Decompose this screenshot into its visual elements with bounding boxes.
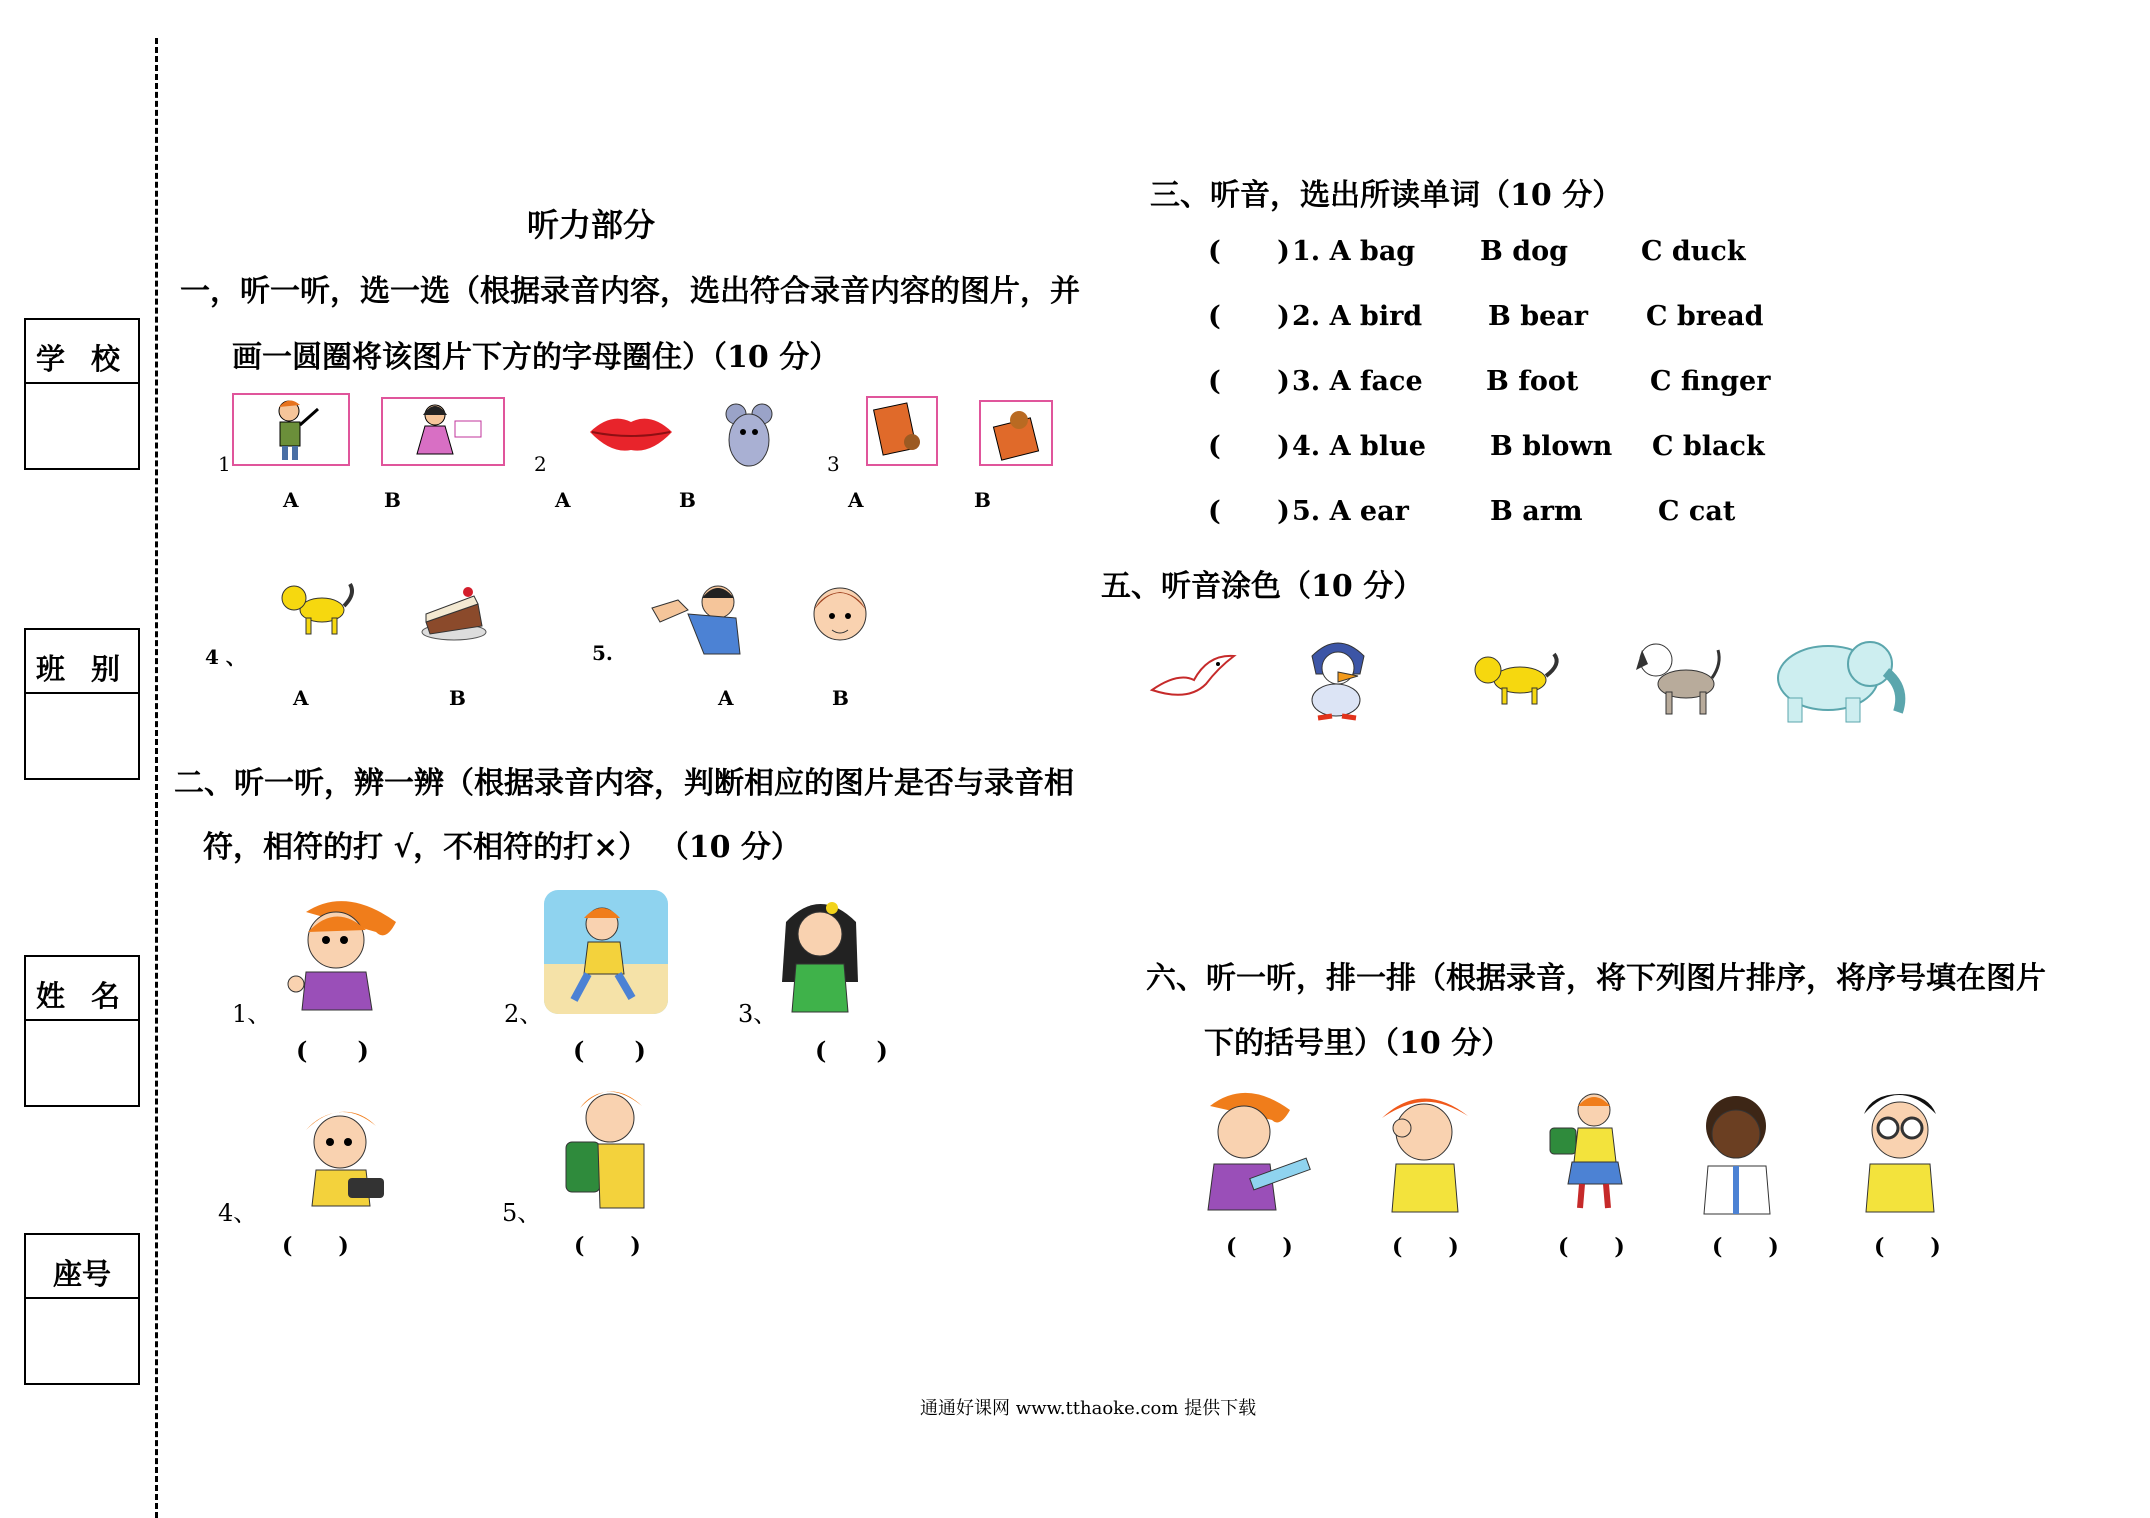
- p3-q2-option-c[interactable]: C bread: [1646, 301, 1764, 332]
- p2-q3-answer[interactable]: ( ): [815, 1036, 888, 1065]
- q4-option-b[interactable]: B: [449, 686, 466, 710]
- p2-q1-number: 1、: [232, 1000, 272, 1028]
- p2-q2-number: 2、: [504, 1000, 544, 1028]
- girl-bag-picture: [1546, 1088, 1634, 1214]
- p2-q2-answer[interactable]: ( ): [573, 1036, 646, 1065]
- mouth-picture: [586, 410, 676, 456]
- seat-box: [24, 1233, 140, 1385]
- p3-q3-option-c[interactable]: C finger: [1650, 366, 1771, 397]
- p3-q2-option-a[interactable]: 2. A bird: [1292, 301, 1423, 332]
- p2-q3-number: 3、: [738, 1000, 778, 1028]
- boy-schoolbag-picture: [560, 1080, 654, 1210]
- q1-option-a[interactable]: A: [283, 488, 299, 512]
- p3-q2-option-b[interactable]: B bear: [1488, 301, 1588, 332]
- p3-q5-option-a[interactable]: 5. A ear: [1292, 496, 1409, 527]
- footer-credit: 通通好课网 www.tthaoke.com 提供下载: [920, 1398, 1257, 1419]
- class-field[interactable]: [26, 694, 138, 774]
- q5-option-a[interactable]: A: [718, 686, 734, 710]
- part2-heading-cont: 符，相符的打 √，不相符的打×） （10 分）: [203, 830, 801, 865]
- part1-heading-cont: 画一圆圈将该图片下方的字母圈住）（10 分）: [232, 340, 840, 375]
- p3-q1-answer[interactable]: ( ): [1208, 236, 1290, 267]
- part2-heading: 二、听一听，辨一辨（根据录音内容，判断相应的图片是否与录音相: [174, 766, 1074, 801]
- q2-number: 2: [534, 452, 547, 476]
- p2-q1-answer[interactable]: ( ): [296, 1036, 369, 1065]
- p6-answer-1[interactable]: ( ): [1226, 1234, 1293, 1260]
- yellow-cat-picture[interactable]: [1468, 648, 1564, 708]
- girl-touching-head-picture: [774, 892, 866, 1014]
- p3-q5-option-c[interactable]: C cat: [1658, 496, 1736, 527]
- q1-option-b[interactable]: B: [384, 488, 401, 512]
- p2-q5-answer[interactable]: ( ): [574, 1233, 641, 1259]
- q3-option-b[interactable]: B: [974, 488, 991, 512]
- p6-answer-2[interactable]: ( ): [1392, 1234, 1459, 1260]
- p3-q4-option-a[interactable]: 4. A blue: [1292, 431, 1426, 462]
- q4-option-a[interactable]: A: [293, 686, 309, 710]
- girl-picture: [381, 397, 505, 466]
- class-box: [24, 628, 140, 780]
- p3-q1-option-b[interactable]: B dog: [1480, 236, 1568, 267]
- elephant-picture[interactable]: [1766, 628, 1916, 726]
- cat-picture: [278, 574, 358, 638]
- seat-field[interactable]: [26, 1299, 138, 1379]
- cake-picture: [418, 574, 490, 642]
- bird-picture[interactable]: [1148, 650, 1238, 708]
- name-label: 姓 名: [26, 957, 138, 1021]
- boy-nose-picture: [1696, 1090, 1780, 1216]
- girl-ear-picture: [276, 892, 412, 1012]
- class-label: 班 别: [26, 630, 138, 694]
- kid-waving-picture: [232, 393, 350, 466]
- p3-q3-option-a[interactable]: 3. A face: [1292, 366, 1423, 397]
- p3-q5-answer[interactable]: ( ): [1208, 496, 1290, 527]
- mouse-picture: [720, 400, 778, 472]
- p6-answer-3[interactable]: ( ): [1558, 1234, 1625, 1260]
- part6-heading: 六、听一听，排一排（根据录音，将下列图片排序，将序号填在图片: [1146, 961, 2046, 996]
- page-title: 听力部分: [527, 206, 656, 244]
- boy-eye-picture: [1372, 1088, 1476, 1214]
- book-picture-b: [979, 400, 1053, 466]
- q3-number: 3: [827, 452, 840, 476]
- seat-label: 座号: [26, 1235, 138, 1299]
- school-box: [24, 318, 140, 470]
- part1-heading: 一，听一听，选一选（根据录音内容，选出符合录音内容的图片，并: [180, 274, 1080, 309]
- p3-q2-answer[interactable]: ( ): [1208, 301, 1290, 332]
- part5-heading: 五、听音涂色（10 分）: [1101, 569, 1424, 604]
- q3-option-a[interactable]: A: [848, 488, 864, 512]
- q4-number: 4 、: [205, 645, 246, 669]
- girl-ruler-picture: [1190, 1084, 1314, 1212]
- boy-phone-picture: [290, 1098, 402, 1208]
- p3-q4-option-c[interactable]: C black: [1652, 431, 1765, 462]
- school-field[interactable]: [26, 384, 138, 464]
- boy-glasses-picture: [1848, 1084, 1952, 1214]
- p3-q1-option-a[interactable]: 1. A bag: [1292, 236, 1416, 267]
- boy-running-picture: [544, 890, 668, 1014]
- part6-heading-cont: 下的括号里）（10 分）: [1204, 1026, 1512, 1061]
- part3-heading: 三、听音，选出所读单词（10 分）: [1150, 178, 1623, 213]
- school-label: 学 校: [26, 320, 138, 384]
- p6-answer-4[interactable]: ( ): [1712, 1234, 1779, 1260]
- p3-q1-option-c[interactable]: C duck: [1641, 236, 1746, 267]
- p3-q4-option-b[interactable]: B blown: [1490, 431, 1613, 462]
- p6-answer-5[interactable]: ( ): [1874, 1234, 1941, 1260]
- q1-number: 1: [218, 452, 231, 476]
- q5-option-b[interactable]: B: [832, 686, 849, 710]
- q2-option-a[interactable]: A: [555, 488, 571, 512]
- p3-q5-option-b[interactable]: B arm: [1490, 496, 1583, 527]
- dog-picture[interactable]: [1632, 634, 1724, 718]
- binding-line: [155, 38, 158, 1518]
- boy-hand-picture: [648, 578, 752, 656]
- p2-q4-number: 4、: [218, 1199, 258, 1227]
- book-picture-a: [866, 396, 938, 466]
- p2-q4-answer[interactable]: ( ): [282, 1233, 349, 1259]
- duck-picture[interactable]: [1298, 634, 1376, 724]
- q5-number: 5.: [592, 641, 613, 665]
- q2-option-b[interactable]: B: [679, 488, 696, 512]
- name-field[interactable]: [26, 1021, 138, 1101]
- p3-q4-answer[interactable]: ( ): [1208, 431, 1290, 462]
- p3-q3-option-b[interactable]: B foot: [1486, 366, 1579, 397]
- name-box: [24, 955, 140, 1107]
- p2-q5-number: 5、: [502, 1199, 542, 1227]
- p3-q3-answer[interactable]: ( ): [1208, 366, 1290, 397]
- boy-face-picture: [808, 576, 872, 648]
